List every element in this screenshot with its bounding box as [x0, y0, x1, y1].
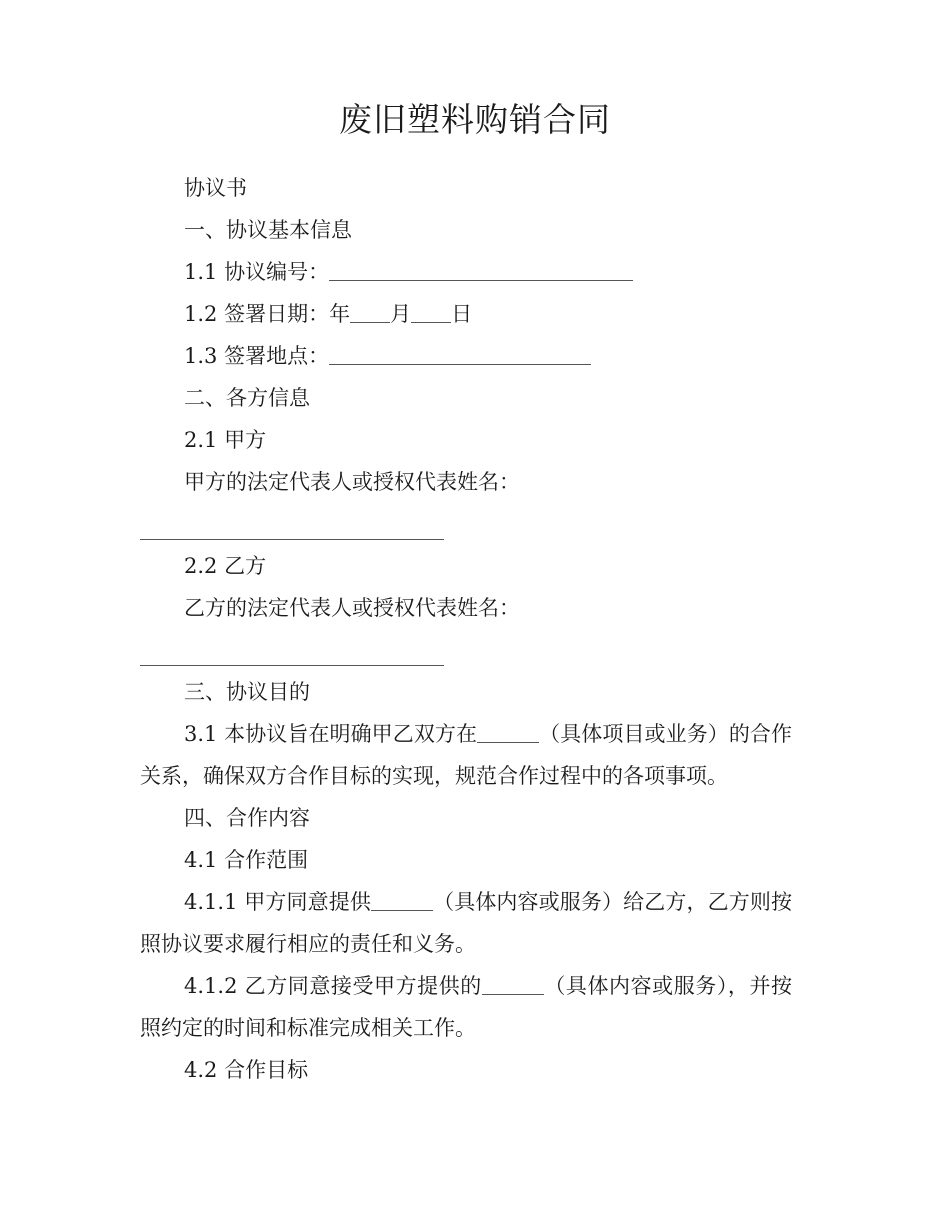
clause-text: 4.1.1 甲方同意提供: [184, 890, 371, 914]
section-1-heading: 一、协议基本信息: [184, 218, 352, 242]
clause-3-1: [140, 713, 792, 797]
agreement-number-blank[interactable]: [329, 260, 633, 281]
clause-4-2-heading: 4.2 合作目标: [184, 1058, 309, 1082]
field-sign-date: [140, 293, 800, 335]
field-agreement-number: [140, 251, 800, 293]
clause-text: 4.1.2 乙方同意接受甲方提供的: [184, 974, 482, 998]
party-a-representative-label: 甲方的法定代表人或授权代表姓名：: [184, 470, 520, 494]
month-label: 月: [390, 302, 412, 326]
party-a-heading: 2.1 甲方: [184, 428, 267, 452]
section-3-heading: 三、协议目的: [184, 680, 310, 704]
party-b-representative-blank[interactable]: [140, 629, 800, 671]
project-blank[interactable]: [477, 722, 539, 743]
document-body: [140, 167, 800, 1091]
party-b-heading: 2.2 乙方: [184, 554, 267, 578]
section-4-heading: 四、合作内容: [184, 806, 310, 830]
clause-4-1-1: [140, 881, 792, 965]
sign-place-blank[interactable]: [329, 344, 591, 365]
underline-rule: [140, 539, 444, 540]
party-a-representative-blank[interactable]: [140, 503, 800, 545]
month-blank[interactable]: [350, 302, 390, 323]
day-label: 日: [451, 302, 473, 326]
field-sign-place: [140, 335, 800, 377]
heading-agreement: 协议书: [184, 176, 247, 200]
content-blank[interactable]: [482, 974, 544, 995]
field-label: 1.3 签署地点：: [184, 344, 330, 368]
field-label: 1.1 协议编号：: [184, 260, 330, 284]
clause-text: （具体内容或服务）给乙方，乙方则按照协议要求履行相应的责任和义务。: [140, 890, 792, 956]
clause-4-1-2: [140, 965, 792, 1049]
party-b-representative-label: 乙方的法定代表人或授权代表姓名：: [184, 596, 520, 620]
day-blank[interactable]: [411, 302, 451, 323]
clause-text: （具体项目或业务）的合作关系，确保双方合作目标的实现，规范合作过程中的各项事项。: [140, 722, 792, 788]
field-label: 1.2 签署日期：年: [184, 302, 351, 326]
content-blank[interactable]: [371, 890, 433, 911]
underline-rule: [140, 665, 444, 666]
section-2-heading: 二、各方信息: [184, 386, 310, 410]
document-title: 废旧塑料购销合同: [339, 100, 611, 139]
clause-4-1-heading: 4.1 合作范围: [184, 848, 309, 872]
clause-text: （具体内容或服务），并按照约定的时间和标准完成相关工作。: [140, 974, 793, 1040]
clause-text: 3.1 本协议旨在明确甲乙双方在: [184, 722, 478, 746]
